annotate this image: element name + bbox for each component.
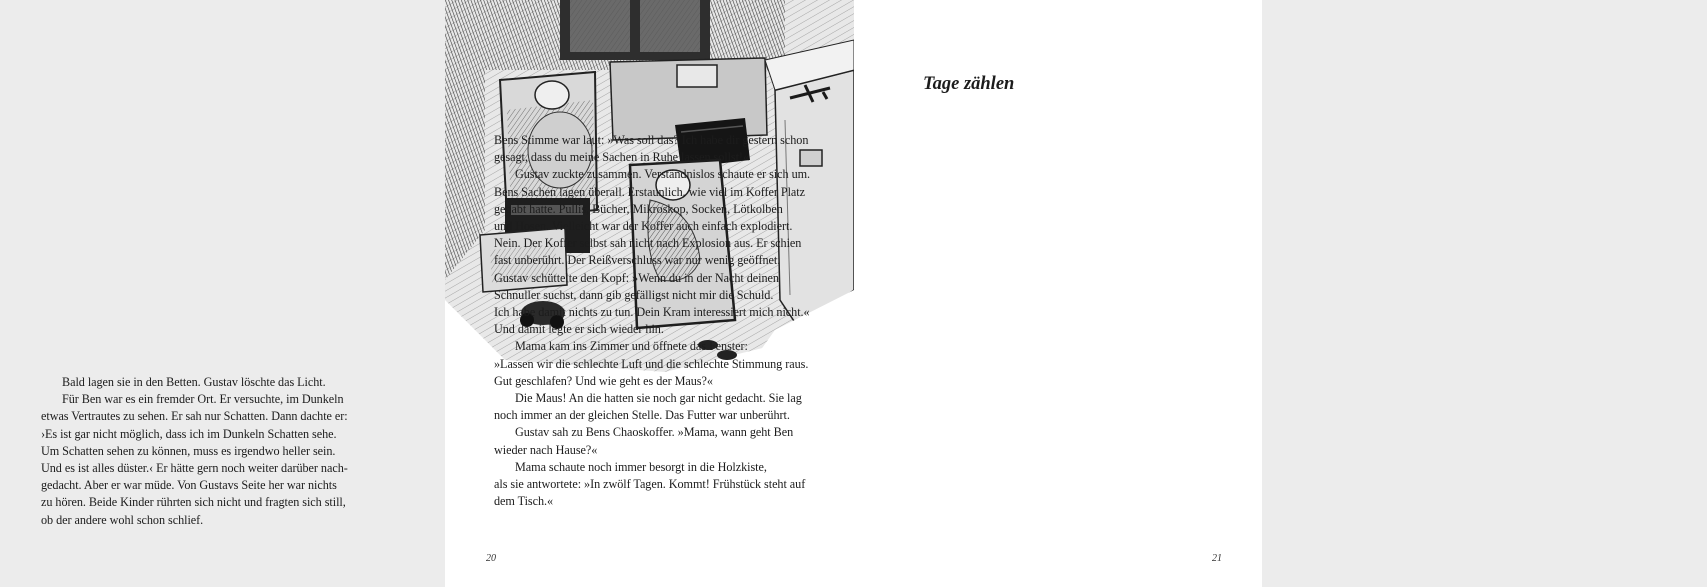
text-line: Mama schaute noch immer besorgt in die Holzkiste, [515, 459, 767, 474]
text-line: Bald lagen sie in den Betten. Gustav löschte das Licht. [62, 375, 326, 389]
text-line: dem Tisch.« [494, 494, 554, 509]
text-line: Mama kam ins Zimmer und öffnete das Fenster: [515, 339, 748, 354]
text-line: ob der andere wohl schon schlief. [41, 512, 204, 527]
text-line: gehabt hatte. Pullis, Bücher, Mikroskop, Socken, Lötkolben [494, 201, 783, 216]
text-line: Gut geschlafen? Und wie geht es der Maus?« [494, 373, 713, 388]
text-line: fast unberührt. Der Reißverschluss war nur wenig geöffnet. [494, 253, 781, 268]
text-line: Für Ben war es ein fremder Ort. Er versuchte, im Dunkeln [62, 392, 344, 407]
text-line: und Hosen. Vielleicht war der Koffer auch einfach explodiert. [494, 219, 793, 234]
left-page-text [41, 374, 371, 529]
page-number-right: 21 [1212, 553, 1222, 564]
text-line: »Lassen wir die schlechte Luft und die schlechte Stimmung raus. [494, 356, 809, 371]
text-line: etwas Vertrautes zu sehen. Er sah nur Schatten. Dann dachte er: [41, 409, 348, 424]
text-line: Ich habe damit nichts zu tun. Dein Kram interessiert mich nicht.« [494, 305, 810, 320]
text-line: gesagt, dass du meine Sachen in Ruhe lassen sollst!« [494, 150, 749, 165]
text-line: Gustav zuckte zusammen. Verständnislos schaute er sich um. [515, 167, 811, 182]
text-line: Und damit legte er sich wieder hin. [494, 322, 664, 337]
text-line: Gustav sah zu Bens Chaoskoffer. »Mama, wann geht Ben [515, 425, 794, 440]
right-page [853, 0, 1262, 587]
chapter-title: Tage zählen [923, 74, 1015, 94]
text-line: Schnuller suchst, dann gib gefälligst nicht mir die Schuld. [494, 287, 774, 302]
text-line: als sie antwortete: »In zwölf Tagen. Kommt! Frühstück steht auf [494, 477, 806, 492]
text-line: noch immer an der gleichen Stelle. Das Futter war unberührt. [494, 408, 790, 423]
text-line: Und es ist alles düster.‹ Er hätte gern noch weiter darüber nach- [41, 461, 348, 476]
page-number-left: 20 [486, 553, 496, 564]
text-line: Die Maus! An die hatten sie noch gar nicht gedacht. Sie lag [515, 391, 802, 406]
text-line: Gustav schüttelte den Kopf: »Wenn du in der Nacht deinen [494, 270, 779, 285]
text-line: wieder nach Hause?« [494, 442, 598, 457]
text-line: Bens Stimme war laut: »Was soll das? Ich habe dir gestern schon [494, 133, 809, 147]
text-line: Um Schatten sehen zu können, muss es irgendwo heller sein. [41, 443, 336, 458]
right-page-text [494, 132, 824, 510]
text-line: gedacht. Aber er war müde. Von Gustavs Seite her war nichts [41, 478, 337, 493]
text-line: Bens Sachen lagen überall. Erstaunlich, wie viel im Koffer Platz [494, 184, 805, 199]
text-line: zu hören. Beide Kinder rührten sich nicht und fragten sich still, [41, 495, 346, 510]
text-line: Nein. Der Koffer selbst sah nicht nach Explosion aus. Er schien [494, 236, 802, 251]
text-line: ›Es ist gar nicht möglich, dass ich im Dunkeln Schatten sehe. [41, 426, 337, 441]
